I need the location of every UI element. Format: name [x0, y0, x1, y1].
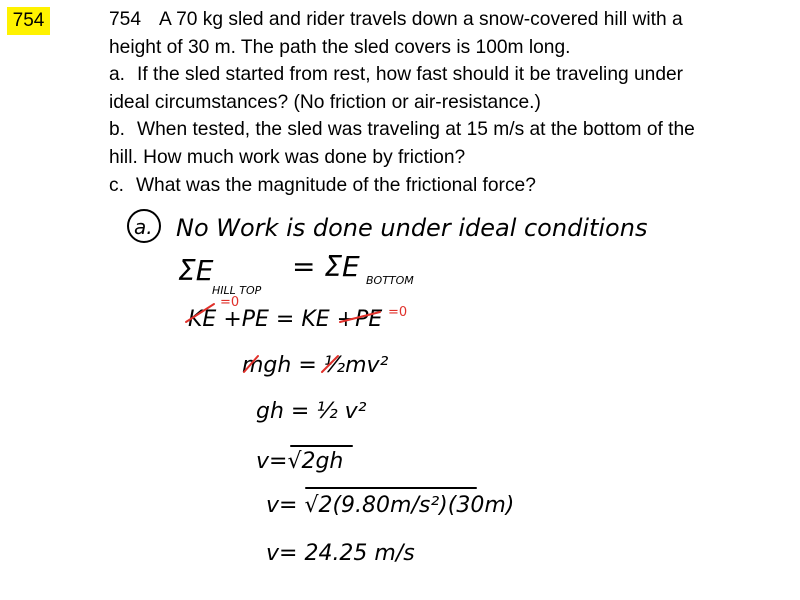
- question-b-line-2: hill. How much work was done by friction?: [109, 146, 466, 168]
- problem-number-badge: 754: [7, 7, 50, 35]
- pe-zero-note: =0: [388, 305, 408, 320]
- question-c-line-1: [109, 172, 789, 200]
- ke-pe-equation: KE +PE = KE +PE: [188, 307, 383, 332]
- question-a-text-1: If the sled started from rest, how fast should it be traveling under: [137, 64, 684, 86]
- question-a-label: a.: [109, 64, 126, 86]
- no-work-statement: No Work is done under ideal conditions: [176, 214, 648, 242]
- part-label-circle: [128, 210, 160, 242]
- sum-energy-bottom: = ΣE: [292, 250, 360, 283]
- bottom-subscript: BOTTOM: [366, 274, 414, 287]
- question-c-text-1: What was the magnitude of the frictional force?: [135, 174, 536, 196]
- final-velocity: v= 24.25 m/s: [266, 541, 415, 566]
- problem-intro-line-2: height of 30 m. The path the sled covers is 100m long.: [109, 36, 571, 58]
- ke-zero-note: =0: [220, 295, 240, 310]
- v-sqrt-equation: v=√2gh: [256, 449, 344, 474]
- ke-cancel-mark: [186, 304, 214, 322]
- question-b-text-1: When tested, the sled was traveling at 15 m/s at the bottom of the: [137, 119, 695, 141]
- problem-intro-text-1: A 70 kg sled and rider travels down a snow-covered hill with a: [159, 9, 683, 30]
- question-a-line-1: [109, 61, 789, 89]
- mass-cancel-right: [322, 356, 338, 372]
- part-label: a.: [134, 215, 153, 239]
- question-b-label: b.: [109, 119, 126, 141]
- problem-statement: [109, 6, 789, 199]
- mass-cancel-left: [244, 356, 258, 372]
- problem-number: 754: [109, 9, 142, 30]
- gh-equation: gh = ½ v²: [256, 399, 367, 424]
- pe-cancel-mark: [340, 312, 380, 322]
- mgh-equation: mgh = ½mv²: [242, 353, 389, 378]
- hilltop-subscript: HILL TOP: [212, 284, 262, 297]
- question-b-line-1: [109, 116, 789, 144]
- v-substitution: v= √2(9.80m/s²)(30m): [266, 493, 515, 518]
- question-c-label: c.: [109, 174, 124, 196]
- problem-intro-line-1: [109, 6, 789, 34]
- sum-energy-hilltop: ΣE: [178, 254, 214, 287]
- question-a-line-2: ideal circumstances? (No friction or air-resistance.): [109, 91, 541, 113]
